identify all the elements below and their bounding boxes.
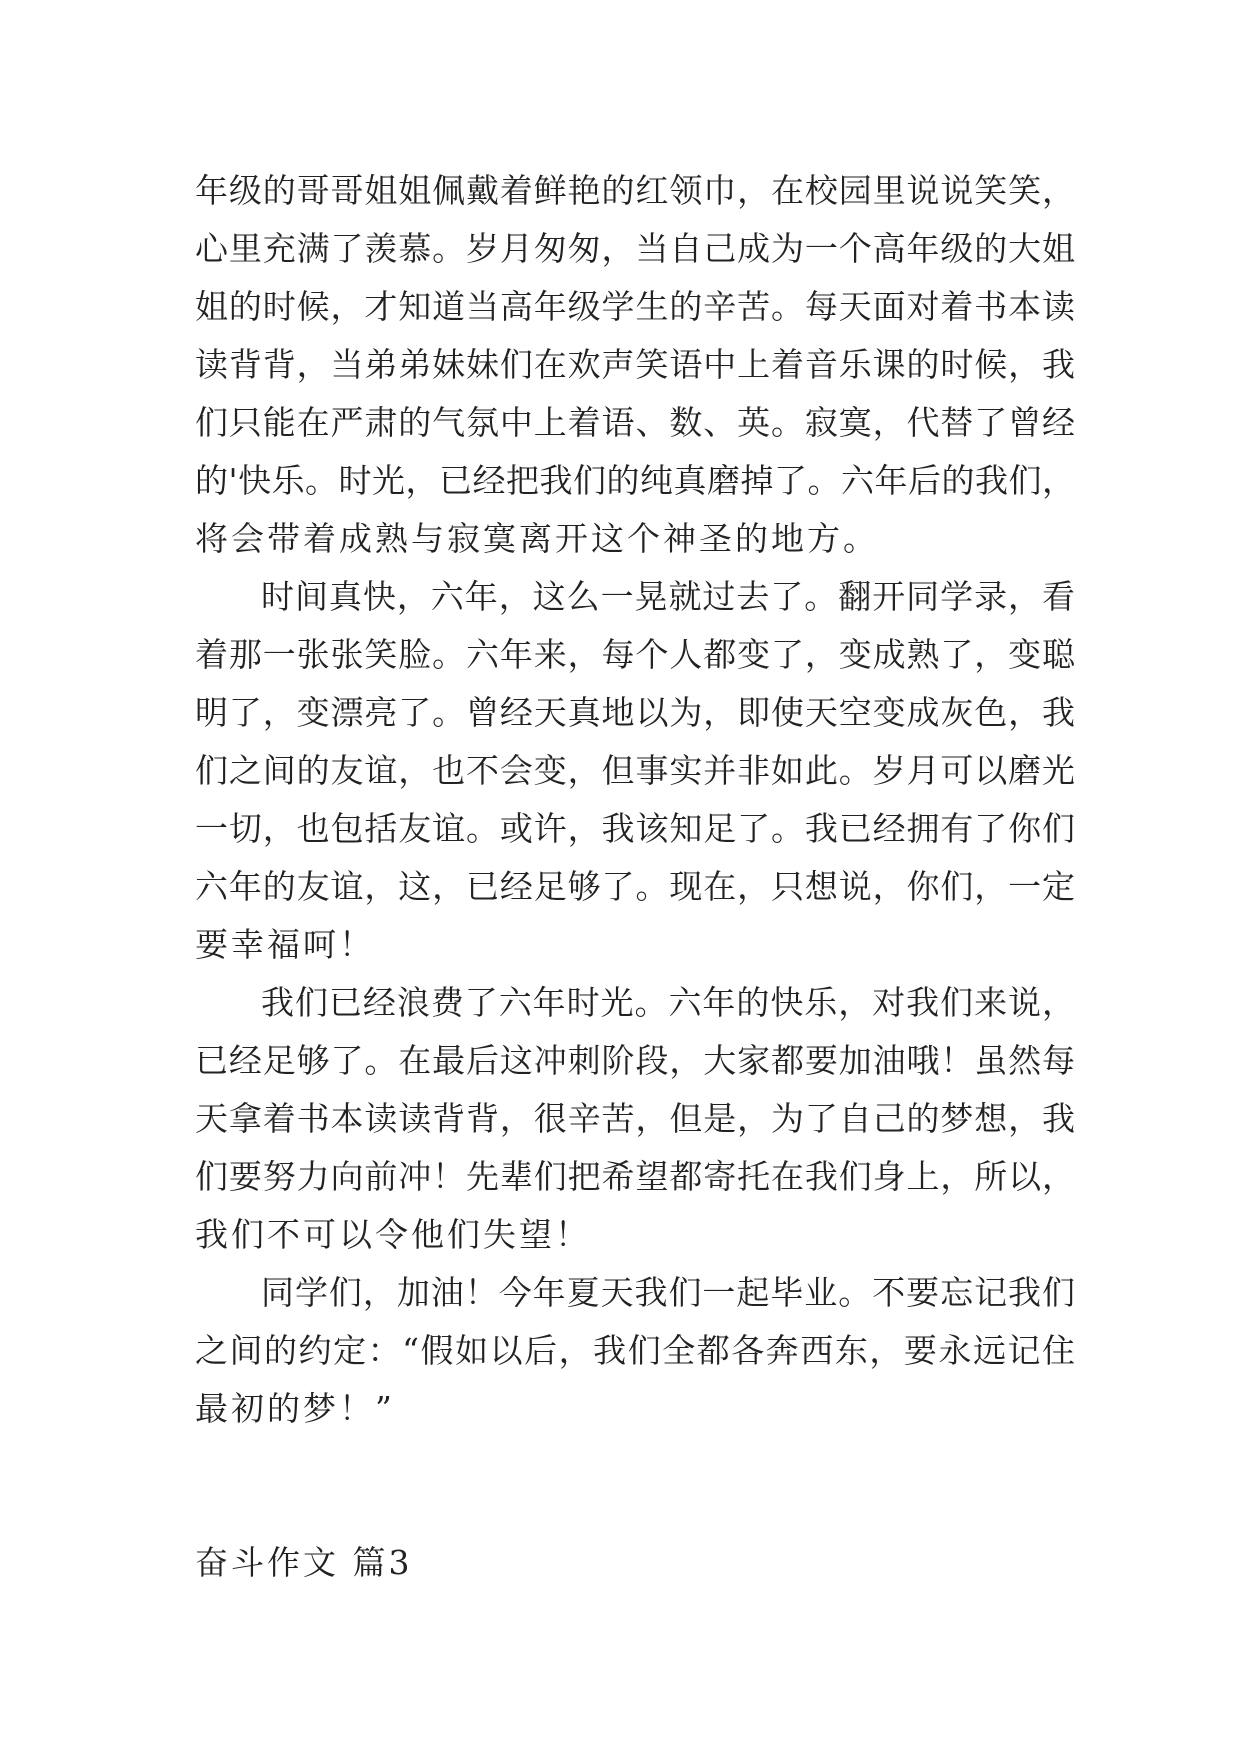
text-line: 心里充满了羡慕。岁月匆匆，当自己成为一个高年级的大姐 <box>195 229 1075 268</box>
text-line: 我们已经浪费了六年时光。六年的快乐，对我们来说， <box>261 983 1075 1022</box>
text-line: 们要努力向前冲！先辈们把希望都寄托在我们身上，所以， <box>195 1157 1075 1196</box>
text-line: 将会带着成熟与寂寞离开这个神圣的地方。 <box>195 519 879 558</box>
text-line: 姐的时候，才知道当高年级学生的辛苦。每天面对着书本读 <box>195 287 1075 326</box>
text-line: 同学们，加油！今年夏天我们一起毕业。不要忘记我们 <box>261 1273 1075 1312</box>
paragraph-4 <box>195 1264 1075 1438</box>
text-line: 读背背，当弟弟妹妹们在欢声笑语中上着音乐课的时候，我 <box>195 345 1075 384</box>
paragraph-3 <box>195 974 1075 1264</box>
paragraph-1 <box>195 162 1075 568</box>
text-line: 年级的哥哥姐姐佩戴着鲜艳的红领巾，在校园里说说笑笑， <box>195 171 1075 210</box>
text-line: 六年的友谊，这，已经足够了。现在，只想说，你们，一定 <box>195 867 1075 906</box>
text-line: 已经足够了。在最后这冲刺阶段，大家都要加油哦！虽然每 <box>195 1041 1075 1080</box>
paragraph-2 <box>195 568 1075 974</box>
text-line: 明了，变漂亮了。曾经天真地以为，即使天空变成灰色，我 <box>195 693 1075 732</box>
text-line: 最初的梦！” <box>195 1389 395 1428</box>
text-line: 的'快乐。时光，已经把我们的纯真磨掉了。六年后的我们， <box>195 461 1075 500</box>
text-line: 我们不可以令他们失望！ <box>195 1215 591 1254</box>
text-line: 们之间的友谊，也不会变，但事实并非如此。岁月可以磨光 <box>195 751 1075 790</box>
text-line: 们只能在严肃的气氛中上着语、数、英。寂寞，代替了曾经 <box>195 403 1075 442</box>
text-line: 要幸福呵！ <box>195 925 375 964</box>
section-spacer <box>195 1438 1075 1534</box>
text-line: 着那一张张笑脸。六年来，每个人都变了，变成熟了，变聪 <box>195 635 1075 674</box>
section-heading: 奋斗作文 篇3 <box>195 1543 413 1582</box>
text-line: 之间的约定：“假如以后，我们全都各奔西东，要永远记住 <box>195 1331 1075 1370</box>
text-line: 天拿着书本读读背背，很辛苦，但是，为了自己的梦想，我 <box>195 1099 1075 1138</box>
essay-body <box>195 162 1075 1592</box>
text-line: 时间真快，六年，这么一晃就过去了。翻开同学录，看 <box>261 577 1075 616</box>
text-line: 一切，也包括友谊。或许，我该知足了。我已经拥有了你们 <box>195 809 1075 848</box>
